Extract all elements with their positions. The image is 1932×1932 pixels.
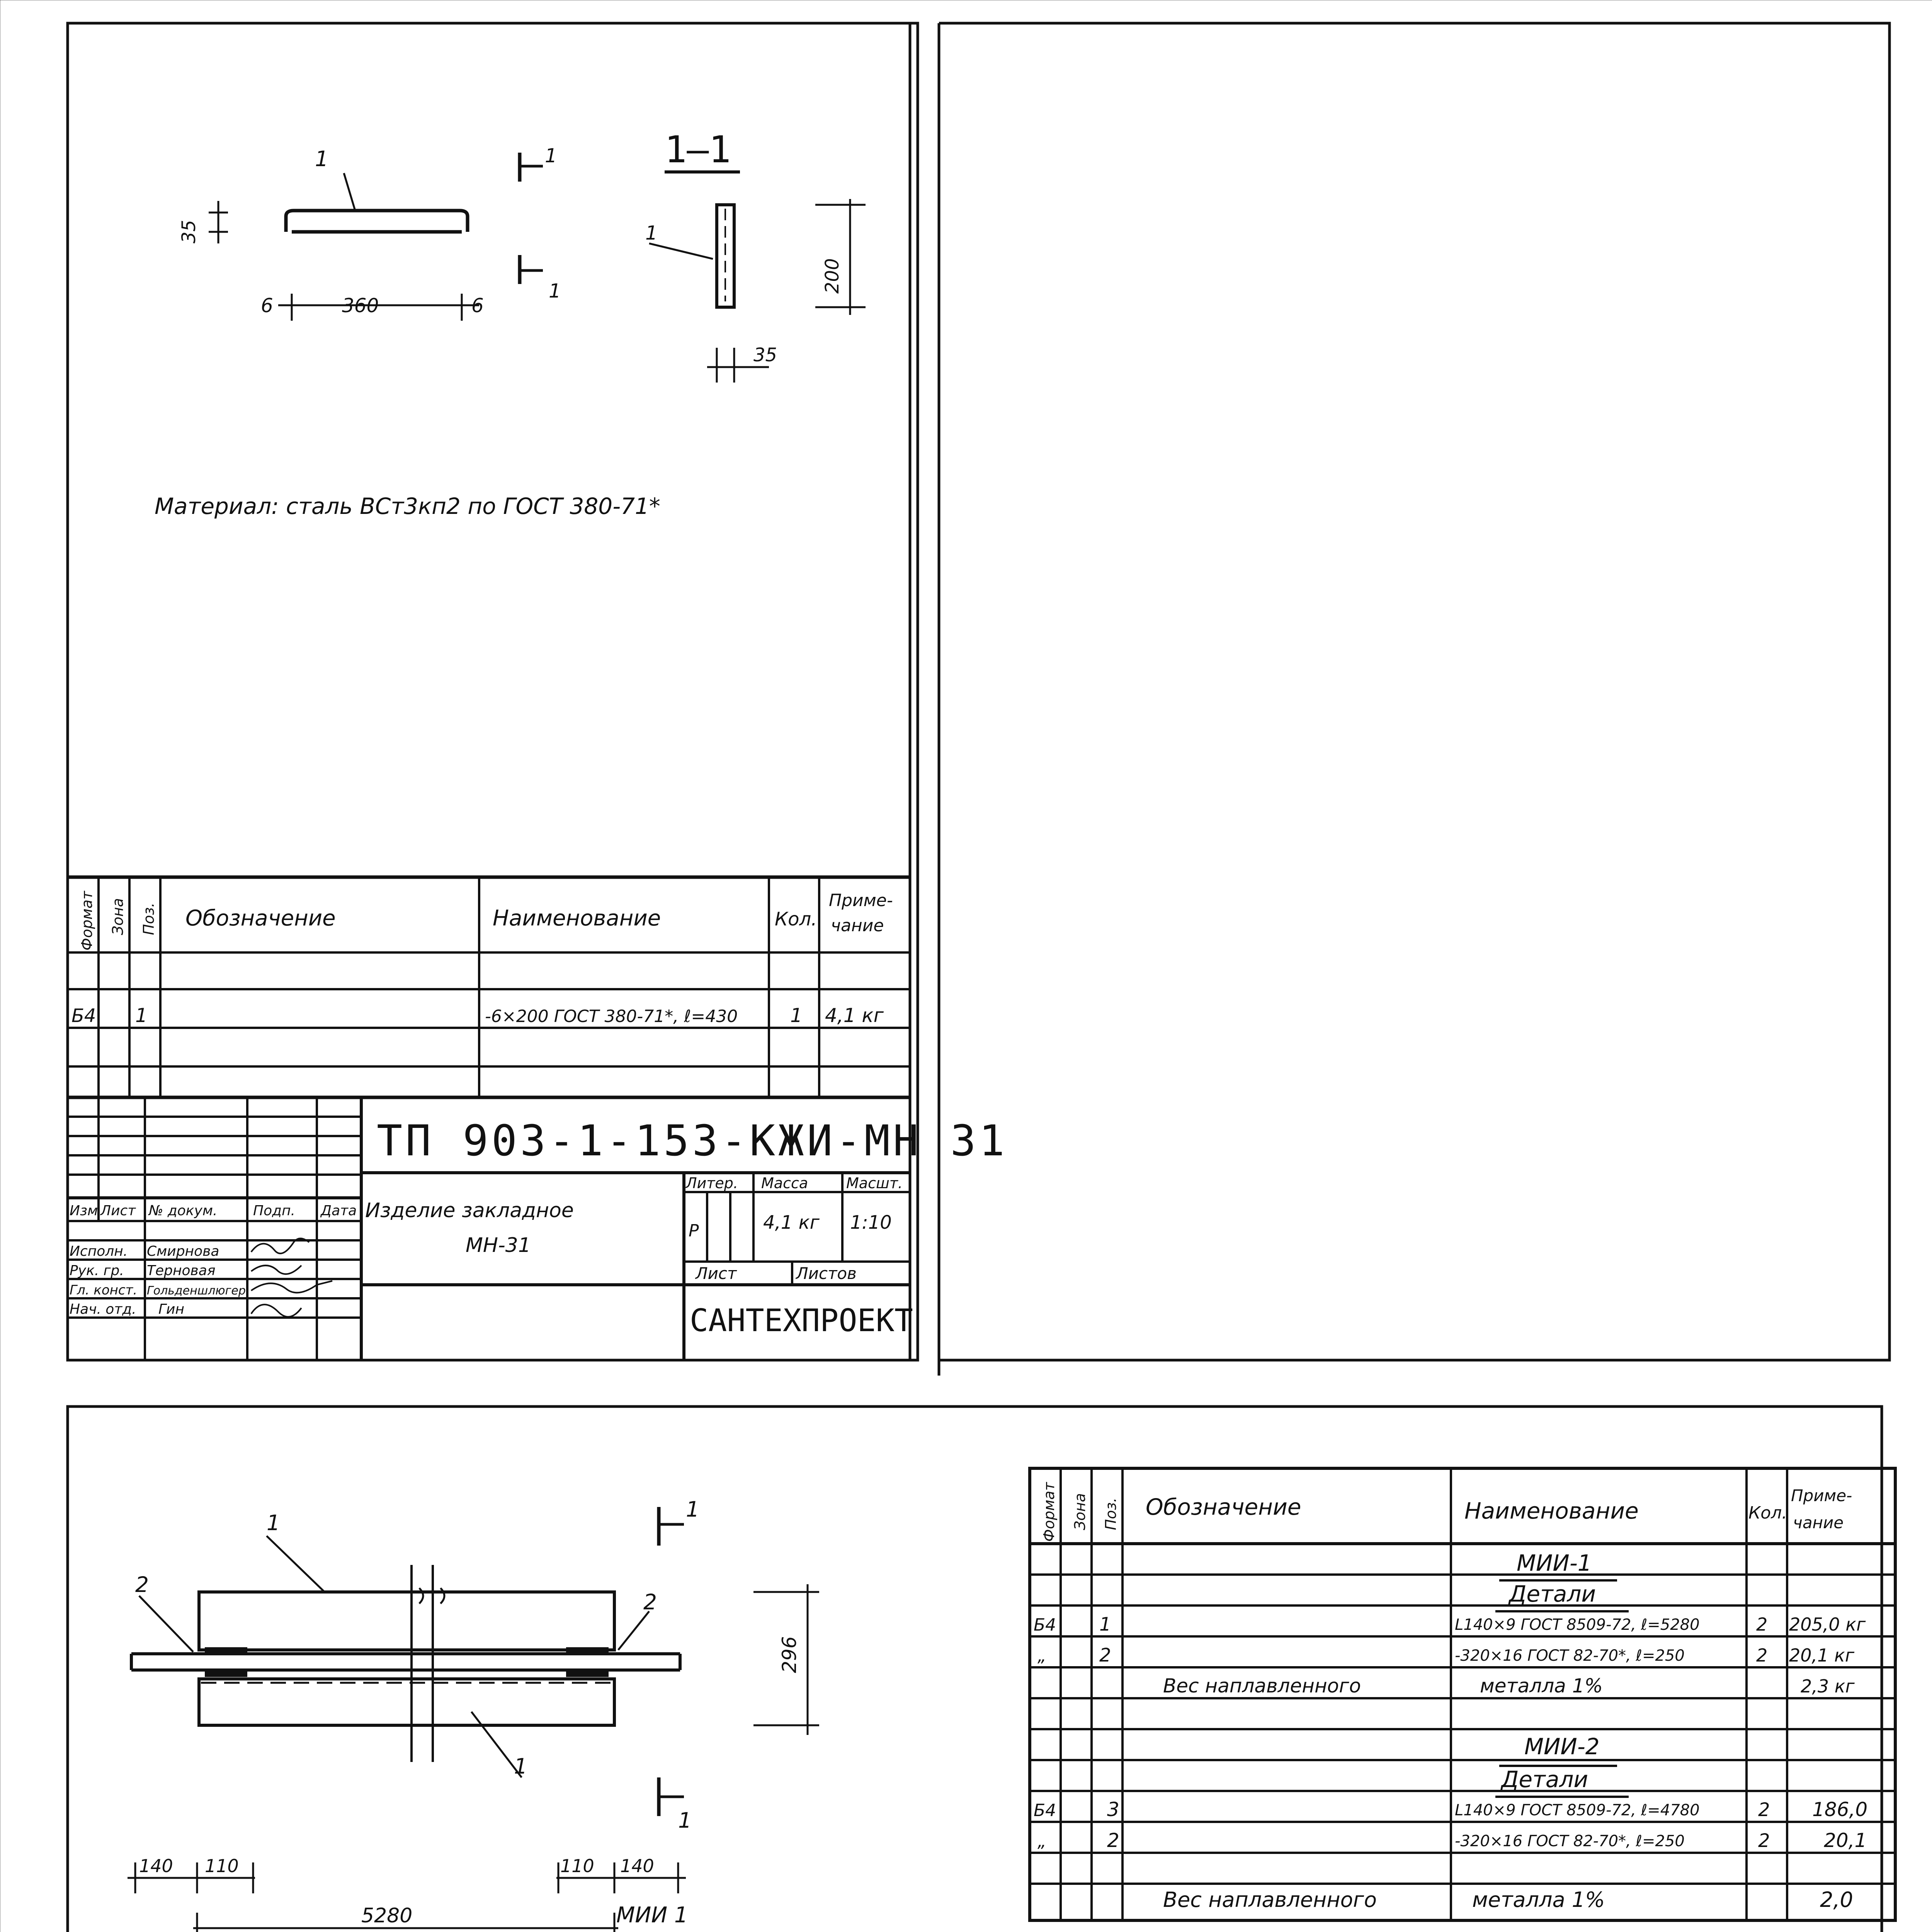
lit-value: Р xyxy=(689,1221,699,1241)
hdr-format: Формат xyxy=(78,891,95,951)
row4-pos: 2 xyxy=(1107,1829,1119,1852)
sheet1-spec-headers xyxy=(78,890,893,951)
dim-35: 35 xyxy=(178,219,200,243)
staff-name-2: Терновая xyxy=(147,1263,216,1279)
hdr-zone: Зона xyxy=(109,898,126,935)
callout-2-left: 2 xyxy=(135,1572,149,1597)
row2-name: -320×16 ГОСТ 82-70*, ℓ=250 xyxy=(1455,1647,1685,1665)
material-note: Материал: сталь ВСт3кп2 по ГОСТ 380-71* xyxy=(155,493,660,519)
hdr-sign: Подп. xyxy=(253,1203,295,1219)
staff-name-4: Гин xyxy=(158,1301,184,1317)
hdr-note-2: чание xyxy=(831,916,884,935)
weld2-note: 2,0 xyxy=(1820,1888,1853,1912)
group2-sub: Детали xyxy=(1501,1766,1588,1793)
dim-110-left: 110 xyxy=(205,1855,239,1876)
hdr-format: Формат xyxy=(1041,1482,1058,1542)
dim-360: 360 xyxy=(342,294,379,317)
callout-1-top: 1 xyxy=(267,1510,280,1535)
hdr-name: Наименование xyxy=(493,906,661,931)
row1-pos: 1 xyxy=(1099,1614,1111,1635)
row2-pos: 2 xyxy=(1099,1645,1111,1666)
row-qty: 1 xyxy=(790,1004,803,1027)
dim-35-bottom: 35 xyxy=(753,344,777,366)
group1-sub: Детали xyxy=(1509,1581,1596,1607)
weld1-right: металла 1% xyxy=(1480,1675,1603,1697)
hdr-izm: Изм xyxy=(70,1203,98,1219)
row1-format: Б4 xyxy=(1034,1615,1056,1635)
hdr-qty: Кол. xyxy=(775,908,817,930)
dim-296: 296 xyxy=(778,1636,801,1673)
sheet2-elevation-labels xyxy=(135,1497,801,1932)
hdr-zone: Зона xyxy=(1071,1493,1088,1530)
group1-title: МИИ-1 xyxy=(1517,1550,1592,1576)
sheet-right-blank-frame xyxy=(939,23,1889,1360)
row-name: -6×200 ГОСТ 380-71*, ℓ=430 xyxy=(485,1007,738,1026)
sheet1-signatures xyxy=(251,1238,332,1317)
row2-qty: 2 xyxy=(1756,1645,1768,1666)
hdr-designation: Обозначение xyxy=(185,906,336,931)
staff-name-3: Гольденшлюгер xyxy=(147,1284,246,1298)
sheet1-drawing-labels xyxy=(155,129,843,519)
staff-role-3: Гл. конст. xyxy=(70,1282,138,1298)
row2-format: „ xyxy=(1037,1646,1046,1666)
staff-role-1: Исполн. xyxy=(70,1243,128,1259)
group2-title: МИИ-2 xyxy=(1524,1733,1600,1760)
weld2-right: металла 1% xyxy=(1472,1888,1605,1912)
hdr-name: Наименование xyxy=(1464,1498,1639,1524)
row-format: Б4 xyxy=(71,1005,96,1027)
mass-value: 4,1 кг xyxy=(763,1212,820,1233)
org-name: САНТЕХПРОЕКТ xyxy=(690,1303,913,1338)
weld1-left: Вес наплавленного xyxy=(1163,1675,1361,1697)
sheet-label: Лист xyxy=(696,1264,737,1283)
staff-role-2: Рук. гр. xyxy=(70,1263,124,1279)
section-marker-top: 1 xyxy=(686,1497,699,1522)
hdr-note-1: Приме- xyxy=(829,891,893,910)
row1-name: L140×9 ГОСТ 8509-72, ℓ=5280 xyxy=(1455,1616,1700,1634)
callout-2-right: 2 xyxy=(643,1590,657,1614)
mass-header: Масса xyxy=(761,1175,808,1192)
dim-110-right: 110 xyxy=(560,1855,594,1876)
dim-140-right: 140 xyxy=(620,1855,654,1876)
hdr-qty: Кол. xyxy=(1748,1503,1787,1523)
title-code: ТП 903-1-153-КЖИ-МН 31 xyxy=(377,1116,1008,1165)
row3-name: L140×9 ГОСТ 8509-72, ℓ=4780 xyxy=(1455,1801,1700,1819)
row4-format: „ xyxy=(1037,1832,1046,1851)
staff-name-1: Смирнова xyxy=(147,1243,219,1259)
dim-140-left: 140 xyxy=(139,1855,173,1876)
hdr-designation: Обозначение xyxy=(1146,1494,1301,1520)
row2-note: 20,1 кг xyxy=(1789,1645,1854,1666)
row-pos: 1 xyxy=(135,1004,148,1027)
sheet1-title-block-text xyxy=(70,1116,1008,1338)
dim-200: 200 xyxy=(821,258,843,294)
sheets-label: Листов xyxy=(796,1264,857,1283)
row3-note: 186,0 xyxy=(1812,1798,1868,1821)
sheet2-spec-grid xyxy=(1030,1468,1895,1920)
hdr-note-2: чание xyxy=(1793,1513,1844,1532)
section-marker-bottom: 1 xyxy=(678,1808,692,1833)
row4-note: 20,1 xyxy=(1824,1829,1867,1852)
dim-6-right: 6 xyxy=(471,294,484,317)
row3-qty: 2 xyxy=(1758,1799,1770,1821)
section-title: 1–1 xyxy=(665,129,731,171)
section-marker-top: 1 xyxy=(545,145,557,167)
hdr-pos: Поз. xyxy=(1102,1497,1119,1530)
section-marker-bottom: 1 xyxy=(549,280,561,302)
title-line-1: Изделие закладное xyxy=(365,1199,574,1222)
hdr-doc: № докум. xyxy=(149,1203,218,1219)
dim-5280-label: МИИ 1 xyxy=(616,1903,688,1928)
scale-header: Масшт. xyxy=(846,1175,903,1192)
row3-format: Б4 xyxy=(1034,1801,1056,1820)
sheet2-spec-headers xyxy=(1041,1481,1852,1542)
row3-pos: 3 xyxy=(1107,1798,1119,1821)
lit-header: Литер. xyxy=(686,1175,738,1192)
section-pos-label: 1 xyxy=(645,222,658,244)
weld2-left: Вес наплавленного xyxy=(1163,1888,1377,1912)
hdr-note-1: Приме- xyxy=(1791,1486,1852,1505)
row1-qty: 2 xyxy=(1756,1614,1768,1635)
row4-qty: 2 xyxy=(1758,1830,1770,1852)
hdr-list: Лист xyxy=(100,1203,136,1219)
weld1-note: 2,3 кг xyxy=(1801,1676,1855,1697)
sheet1-spec-row xyxy=(71,1004,884,1027)
row4-name: -320×16 ГОСТ 82-70*, ℓ=250 xyxy=(1455,1832,1685,1850)
row-note: 4,1 кг xyxy=(825,1004,884,1027)
callout-1-bottom: 1 xyxy=(514,1754,527,1779)
scale-value: 1:10 xyxy=(850,1212,892,1233)
hdr-pos: Поз. xyxy=(140,902,157,935)
hdr-date: Дата xyxy=(321,1203,357,1219)
sheet2-elevation-drawing xyxy=(131,1507,819,1816)
dim-6-left: 6 xyxy=(261,294,273,317)
staff-role-4: Нач. отд. xyxy=(70,1301,136,1317)
row1-note: 205,0 кг xyxy=(1789,1614,1866,1635)
title-line-2: МН-31 xyxy=(466,1234,531,1257)
pos-label-1: 1 xyxy=(315,146,328,171)
dim-5280: 5280 xyxy=(361,1904,413,1927)
